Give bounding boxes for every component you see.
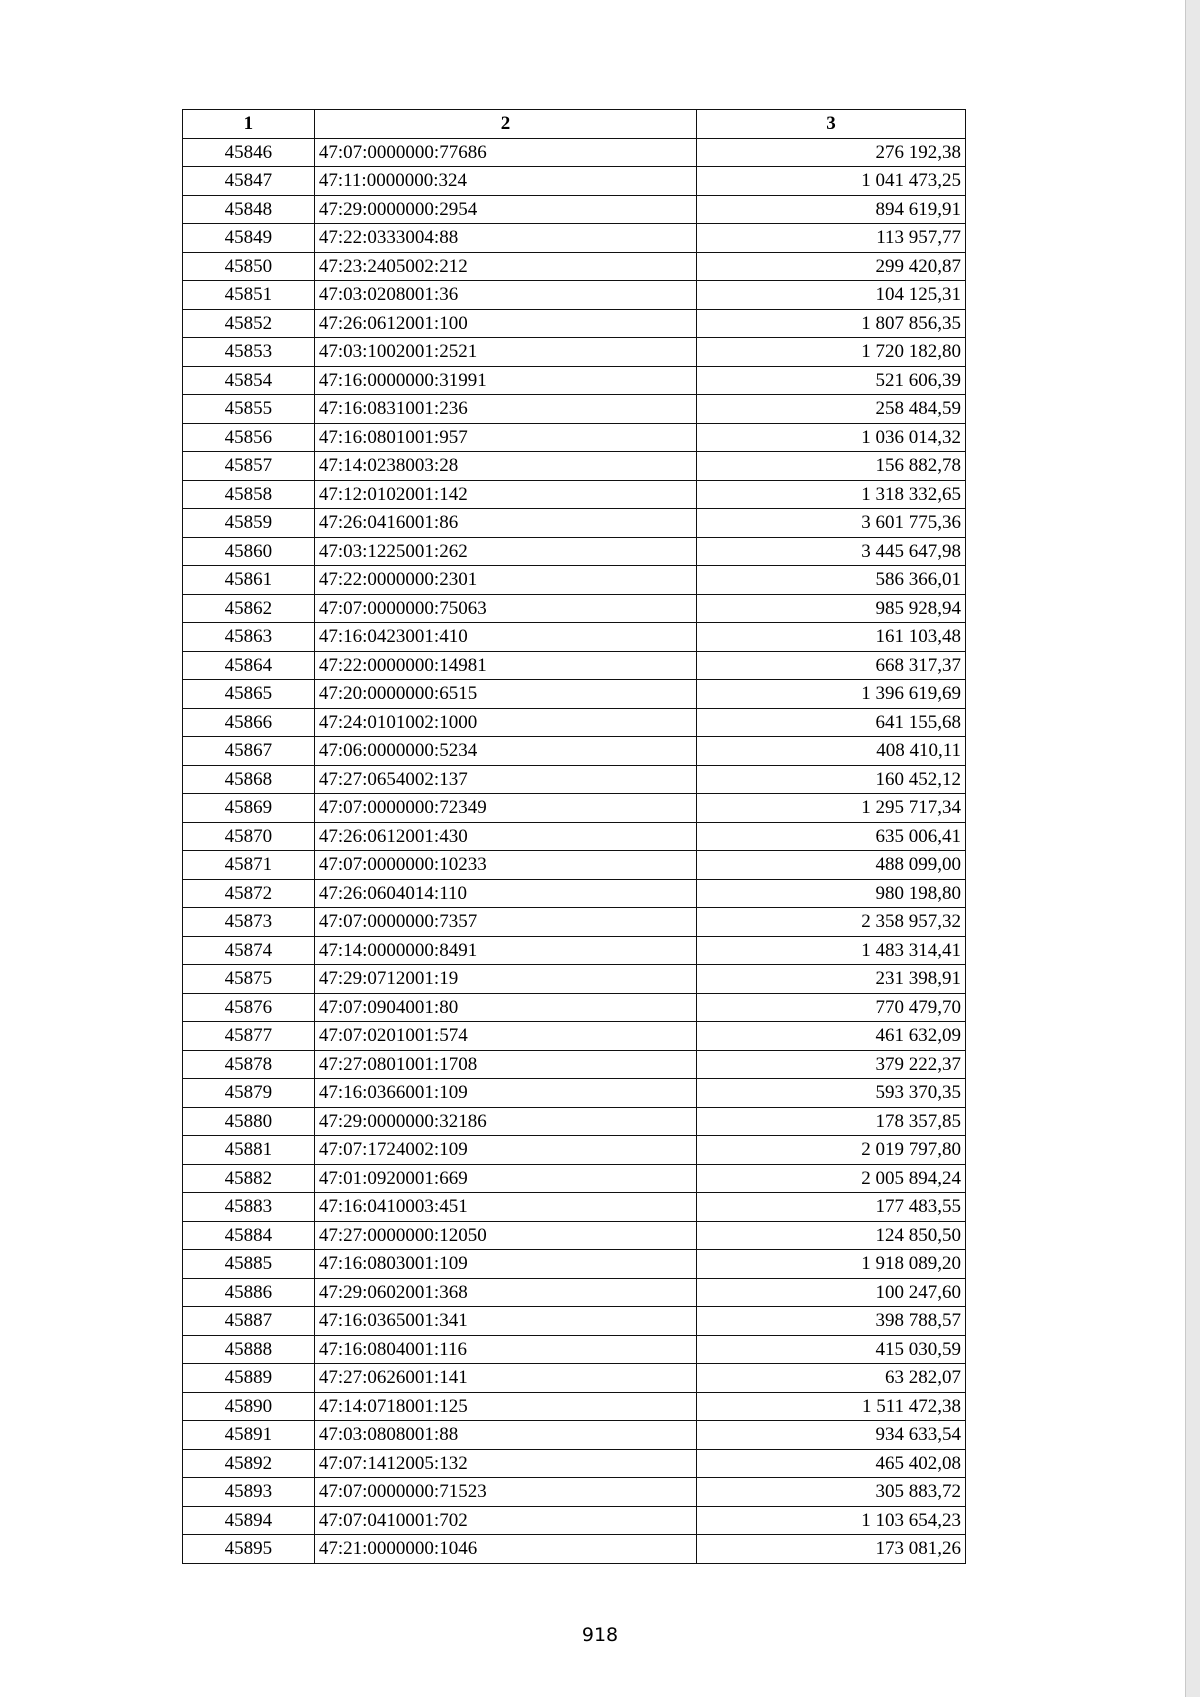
- row-number-cell: 45864: [183, 651, 315, 680]
- row-number-cell: 45865: [183, 680, 315, 709]
- row-number-cell: 45858: [183, 480, 315, 509]
- value-cell: 258 484,59: [697, 395, 966, 424]
- row-number-cell: 45848: [183, 195, 315, 224]
- row-number-cell: 45847: [183, 167, 315, 196]
- row-number-cell: 45874: [183, 936, 315, 965]
- row-number-cell: 45885: [183, 1250, 315, 1279]
- table-row: [183, 1164, 966, 1193]
- row-number-cell: 45884: [183, 1221, 315, 1250]
- cadastral-number-cell: 47:11:0000000:324: [314, 167, 696, 196]
- cadastral-number-cell: 47:07:0904001:80: [314, 993, 696, 1022]
- value-cell: 1 396 619,69: [697, 680, 966, 709]
- value-cell: 231 398,91: [697, 965, 966, 994]
- data-table: [182, 109, 966, 1564]
- table-row: [183, 1506, 966, 1535]
- value-cell: 461 632,09: [697, 1022, 966, 1051]
- value-cell: 156 882,78: [697, 452, 966, 481]
- row-number-cell: 45875: [183, 965, 315, 994]
- cadastral-number-cell: 47:12:0102001:142: [314, 480, 696, 509]
- table-row: [183, 851, 966, 880]
- cadastral-number-cell: 47:29:0602001:368: [314, 1278, 696, 1307]
- table-row: [183, 509, 966, 538]
- row-number-cell: 45870: [183, 822, 315, 851]
- cadastral-number-cell: 47:27:0654002:137: [314, 765, 696, 794]
- table-row: [183, 594, 966, 623]
- value-cell: 668 317,37: [697, 651, 966, 680]
- row-number-cell: 45851: [183, 281, 315, 310]
- row-number-cell: 45857: [183, 452, 315, 481]
- cadastral-number-cell: 47:07:0000000:77686: [314, 138, 696, 167]
- row-number-cell: 45868: [183, 765, 315, 794]
- value-cell: 635 006,41: [697, 822, 966, 851]
- value-cell: 586 366,01: [697, 566, 966, 595]
- page-number: 918: [581, 1624, 619, 1646]
- table-row: [183, 1079, 966, 1108]
- table-row: [183, 879, 966, 908]
- table-row: [183, 366, 966, 395]
- cadastral-number-cell: 47:16:0410003:451: [314, 1193, 696, 1222]
- value-cell: 161 103,48: [697, 623, 966, 652]
- cadastral-number-cell: 47:16:0365001:341: [314, 1307, 696, 1336]
- row-number-cell: 45879: [183, 1079, 315, 1108]
- header-row: [183, 110, 966, 139]
- cadastral-number-cell: 47:03:1002001:2521: [314, 338, 696, 367]
- cadastral-number-cell: 47:14:0000000:8491: [314, 936, 696, 965]
- row-number-cell: 45859: [183, 509, 315, 538]
- table-row: [183, 1335, 966, 1364]
- row-number-cell: 45854: [183, 366, 315, 395]
- table-row: [183, 993, 966, 1022]
- row-number-cell: 45886: [183, 1278, 315, 1307]
- table-row: [183, 1050, 966, 1079]
- value-cell: 1 036 014,32: [697, 423, 966, 452]
- table-row: [183, 965, 966, 994]
- row-number-cell: 45887: [183, 1307, 315, 1336]
- row-number-cell: 45876: [183, 993, 315, 1022]
- cadastral-number-cell: 47:03:0208001:36: [314, 281, 696, 310]
- cadastral-number-cell: 47:14:0238003:28: [314, 452, 696, 481]
- row-number-cell: 45849: [183, 224, 315, 253]
- value-cell: 985 928,94: [697, 594, 966, 623]
- row-number-cell: 45889: [183, 1364, 315, 1393]
- value-cell: 2 005 894,24: [697, 1164, 966, 1193]
- value-cell: 173 081,26: [697, 1535, 966, 1564]
- cadastral-number-cell: 47:06:0000000:5234: [314, 737, 696, 766]
- row-number-cell: 45890: [183, 1392, 315, 1421]
- value-cell: 465 402,08: [697, 1449, 966, 1478]
- cadastral-number-cell: 47:16:0366001:109: [314, 1079, 696, 1108]
- table-row: [183, 224, 966, 253]
- cadastral-number-cell: 47:07:1724002:109: [314, 1136, 696, 1165]
- row-number-cell: 45860: [183, 537, 315, 566]
- row-number-cell: 45882: [183, 1164, 315, 1193]
- value-cell: 1 295 717,34: [697, 794, 966, 823]
- cadastral-number-cell: 47:26:0604014:110: [314, 879, 696, 908]
- table-row: [183, 708, 966, 737]
- header-col-2: 2: [314, 110, 696, 139]
- value-cell: 398 788,57: [697, 1307, 966, 1336]
- row-number-cell: 45853: [183, 338, 315, 367]
- table-row: [183, 1278, 966, 1307]
- table-row: [183, 765, 966, 794]
- table-row: [183, 1136, 966, 1165]
- value-cell: 3 601 775,36: [697, 509, 966, 538]
- value-cell: 160 452,12: [697, 765, 966, 794]
- cadastral-number-cell: 47:07:0201001:574: [314, 1022, 696, 1051]
- cadastral-number-cell: 47:21:0000000:1046: [314, 1535, 696, 1564]
- row-number-cell: 45893: [183, 1478, 315, 1507]
- row-number-cell: 45846: [183, 138, 315, 167]
- cadastral-number-cell: 47:07:0000000:72349: [314, 794, 696, 823]
- value-cell: 379 222,37: [697, 1050, 966, 1079]
- cadastral-number-cell: 47:14:0718001:125: [314, 1392, 696, 1421]
- table-row: [183, 623, 966, 652]
- row-number-cell: 45850: [183, 252, 315, 281]
- cadastral-number-cell: 47:24:0101002:1000: [314, 708, 696, 737]
- value-cell: 104 125,31: [697, 281, 966, 310]
- table-row: [183, 537, 966, 566]
- value-cell: 2 358 957,32: [697, 908, 966, 937]
- value-cell: 276 192,38: [697, 138, 966, 167]
- cadastral-number-cell: 47:22:0000000:2301: [314, 566, 696, 595]
- table-row: [183, 338, 966, 367]
- cadastral-number-cell: 47:22:0000000:14981: [314, 651, 696, 680]
- table-row: [183, 252, 966, 281]
- cadastral-number-cell: 47:16:0423001:410: [314, 623, 696, 652]
- table-row: [183, 794, 966, 823]
- value-cell: 1 041 473,25: [697, 167, 966, 196]
- row-number-cell: 45855: [183, 395, 315, 424]
- cadastral-number-cell: 47:22:0333004:88: [314, 224, 696, 253]
- value-cell: 124 850,50: [697, 1221, 966, 1250]
- value-cell: 100 247,60: [697, 1278, 966, 1307]
- table-row: [183, 908, 966, 937]
- table-row: [183, 423, 966, 452]
- cadastral-number-cell: 47:07:0000000:7357: [314, 908, 696, 937]
- cadastral-number-cell: 47:27:0000000:12050: [314, 1221, 696, 1250]
- table-row: [183, 1307, 966, 1336]
- value-cell: 1 511 472,38: [697, 1392, 966, 1421]
- cadastral-number-cell: 47:16:0831001:236: [314, 395, 696, 424]
- page-edge: [1185, 0, 1200, 1697]
- row-number-cell: 45883: [183, 1193, 315, 1222]
- cadastral-number-cell: 47:01:0920001:669: [314, 1164, 696, 1193]
- value-cell: 1 807 856,35: [697, 309, 966, 338]
- value-cell: 593 370,35: [697, 1079, 966, 1108]
- value-cell: 980 198,80: [697, 879, 966, 908]
- cadastral-number-cell: 47:26:0612001:100: [314, 309, 696, 338]
- row-number-cell: 45867: [183, 737, 315, 766]
- cadastral-number-cell: 47:07:0000000:71523: [314, 1478, 696, 1507]
- value-cell: 770 479,70: [697, 993, 966, 1022]
- table-row: [183, 1364, 966, 1393]
- table-row: [183, 309, 966, 338]
- value-cell: 177 483,55: [697, 1193, 966, 1222]
- table-row: [183, 1022, 966, 1051]
- cadastral-number-cell: 47:07:0410001:702: [314, 1506, 696, 1535]
- row-number-cell: 45861: [183, 566, 315, 595]
- row-number-cell: 45891: [183, 1421, 315, 1450]
- header-col-3: 3: [697, 110, 966, 139]
- table-row: [183, 452, 966, 481]
- table-header: [183, 110, 966, 139]
- table-row: [183, 1421, 966, 1450]
- cadastral-number-cell: 47:16:0801001:957: [314, 423, 696, 452]
- cadastral-number-cell: 47:26:0612001:430: [314, 822, 696, 851]
- table-row: [183, 822, 966, 851]
- row-number-cell: 45862: [183, 594, 315, 623]
- value-cell: 178 357,85: [697, 1107, 966, 1136]
- row-number-cell: 45863: [183, 623, 315, 652]
- cadastral-number-cell: 47:23:2405002:212: [314, 252, 696, 281]
- value-cell: 3 445 647,98: [697, 537, 966, 566]
- value-cell: 305 883,72: [697, 1478, 966, 1507]
- row-number-cell: 45895: [183, 1535, 315, 1564]
- row-number-cell: 45880: [183, 1107, 315, 1136]
- value-cell: 488 099,00: [697, 851, 966, 880]
- table-row: [183, 1250, 966, 1279]
- value-cell: 2 019 797,80: [697, 1136, 966, 1165]
- table-row: [183, 936, 966, 965]
- table-row: [183, 1392, 966, 1421]
- value-cell: 521 606,39: [697, 366, 966, 395]
- row-number-cell: 45852: [183, 309, 315, 338]
- table-row: [183, 167, 966, 196]
- row-number-cell: 45894: [183, 1506, 315, 1535]
- value-cell: 934 633,54: [697, 1421, 966, 1450]
- row-number-cell: 45873: [183, 908, 315, 937]
- value-cell: 1 318 332,65: [697, 480, 966, 509]
- header-col-1: 1: [183, 110, 315, 139]
- table-row: [183, 1535, 966, 1564]
- row-number-cell: 45877: [183, 1022, 315, 1051]
- table-row: [183, 1478, 966, 1507]
- table-row: [183, 1221, 966, 1250]
- row-number-cell: 45878: [183, 1050, 315, 1079]
- table-row: [183, 680, 966, 709]
- table-row: [183, 651, 966, 680]
- cadastral-number-cell: 47:29:0000000:32186: [314, 1107, 696, 1136]
- cadastral-number-cell: 47:26:0416001:86: [314, 509, 696, 538]
- cadastral-number-cell: 47:03:1225001:262: [314, 537, 696, 566]
- table-body: [183, 138, 966, 1563]
- row-number-cell: 45881: [183, 1136, 315, 1165]
- value-cell: 894 619,91: [697, 195, 966, 224]
- table-row: [183, 1107, 966, 1136]
- table-row: [183, 480, 966, 509]
- value-cell: 299 420,87: [697, 252, 966, 281]
- value-cell: 1 103 654,23: [697, 1506, 966, 1535]
- cadastral-number-cell: 47:07:1412005:132: [314, 1449, 696, 1478]
- value-cell: 63 282,07: [697, 1364, 966, 1393]
- table-row: [183, 395, 966, 424]
- row-number-cell: 45871: [183, 851, 315, 880]
- table-row: [183, 138, 966, 167]
- value-cell: 408 410,11: [697, 737, 966, 766]
- row-number-cell: 45856: [183, 423, 315, 452]
- row-number-cell: 45888: [183, 1335, 315, 1364]
- row-number-cell: 45869: [183, 794, 315, 823]
- cadastral-number-cell: 47:27:0626001:141: [314, 1364, 696, 1393]
- cadastral-number-cell: 47:16:0804001:116: [314, 1335, 696, 1364]
- value-cell: 1 918 089,20: [697, 1250, 966, 1279]
- table-row: [183, 1449, 966, 1478]
- table-row: [183, 737, 966, 766]
- table-row: [183, 1193, 966, 1222]
- cadastral-number-cell: 47:20:0000000:6515: [314, 680, 696, 709]
- table-row: [183, 566, 966, 595]
- value-cell: 415 030,59: [697, 1335, 966, 1364]
- value-cell: 641 155,68: [697, 708, 966, 737]
- cadastral-number-cell: 47:29:0000000:2954: [314, 195, 696, 224]
- cadastral-number-cell: 47:07:0000000:10233: [314, 851, 696, 880]
- value-cell: 1 483 314,41: [697, 936, 966, 965]
- cadastral-number-cell: 47:16:0803001:109: [314, 1250, 696, 1279]
- row-number-cell: 45866: [183, 708, 315, 737]
- cadastral-number-cell: 47:27:0801001:1708: [314, 1050, 696, 1079]
- value-cell: 113 957,77: [697, 224, 966, 253]
- cadastral-number-cell: 47:16:0000000:31991: [314, 366, 696, 395]
- row-number-cell: 45892: [183, 1449, 315, 1478]
- value-cell: 1 720 182,80: [697, 338, 966, 367]
- cadastral-number-cell: 47:29:0712001:19: [314, 965, 696, 994]
- table-row: [183, 195, 966, 224]
- row-number-cell: 45872: [183, 879, 315, 908]
- table-row: [183, 281, 966, 310]
- cadastral-number-cell: 47:03:0808001:88: [314, 1421, 696, 1450]
- cadastral-number-cell: 47:07:0000000:75063: [314, 594, 696, 623]
